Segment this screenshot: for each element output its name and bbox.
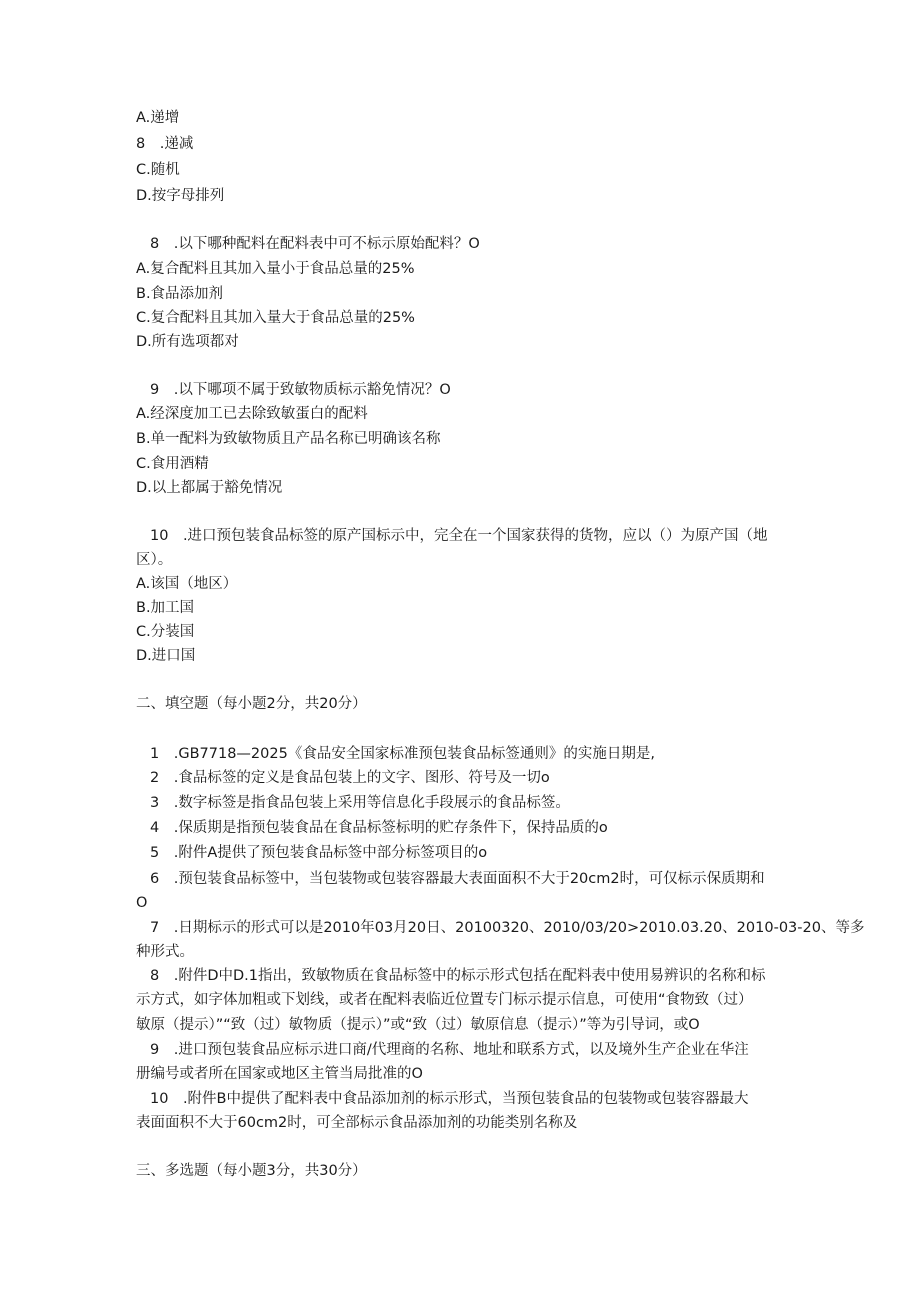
fill-item-8-continued-1: 示方式，如字体加粗或下划线，或者在配料表临近位置专门标示提示信息，可使用“食物致（过） [136,992,753,1008]
option-b: 8 .递减 [136,136,194,152]
option-c: C.随机 [136,162,180,178]
section-2-heading: 二、填空题（每小题2分，共20分） [136,696,367,712]
fill-item-8-continued-2: 敏原（提示）”“致（过）敏物质（提示）”或“致（过）敏原信息（提示）”等为引导词，或O [136,1017,700,1033]
question-8-stem: 8 .以下哪种配料在配料表中可不标示原始配料？O [150,236,480,252]
fill-item-10: 10 .附件B中提供了配料表中食品添加剂的标示形式，当预包装食品的包装物或包装容器最大 [150,1091,749,1107]
question-9-option-c: C.食用酒精 [136,456,209,472]
question-10-option-b: B.加工国 [136,600,195,616]
option-d: D.按字母排列 [136,188,225,204]
question-9-option-b: B.单一配料为致敏物质且产品名称已明确该名称 [136,431,441,447]
question-10-stem-continued: 区）。 [136,552,173,568]
question-8-option-b: B.食品添加剂 [136,286,224,302]
fill-item-5: 5 .附件A提供了预包装食品标签中部分标签项目的o [150,845,488,861]
fill-item-6: 6 .预包装食品标签中，当包装物或包装容器最大表面面积不大于20cm2时，可仅标示保质期和 [150,871,765,887]
question-9-option-d: D.以上都属于豁免情况 [136,480,283,496]
section-3-heading: 三、多选题（每小题3分，共30分） [136,1163,367,1179]
fill-item-1: 1 .GB7718—2025《食品安全国家标准预包装食品标签通则》的实施日期是, [150,746,655,762]
fill-item-7-continued: 种形式。 [136,944,194,960]
fill-item-10-continued: 表面面积不大于60cm2时，可全部标示食品添加剂的功能类别名称及 [136,1115,578,1131]
question-10-stem: 10 .进口预包装食品标签的原产国标示中，完全在一个国家获得的货物，应以（）为原产国（地 [150,528,768,544]
fill-item-4: 4 .保质期是指预包装食品在食品标签标明的贮存条件下，保持品质的o [150,820,608,836]
question-10-option-d: D.进口国 [136,648,196,664]
fill-item-9-continued: 册编号或者所在国家或地区主管当局批准的O [136,1066,423,1082]
question-10-option-c: C.分装国 [136,624,195,640]
fill-item-9: 9 .进口预包装食品应标示进口商/代理商的名称、地址和联系方式，以及境外生产企业在华注 [150,1042,749,1058]
question-8-option-c: C.复合配料且其加入量大于食品总量的25% [136,310,415,326]
fill-item-2: 2 .食品标签的定义是食品包装上的文字、图形、符号及一切o [150,770,550,786]
question-9-stem: 9 .以下哪项不属于致敏物质标示豁免情况？O [150,382,451,398]
fill-item-6-continued: O [136,895,148,911]
question-8-option-d: D.所有选项都对 [136,334,239,350]
option-a: A.递增 [136,110,180,126]
fill-item-8: 8 .附件D中D.1指出，致敏物质在食品标签中的标示形式包括在配料表中使用易辨识的名称和标 [150,968,766,984]
fill-item-7: 7 .日期标示的形式可以是2010年03月20日、20100320、2010/03/20>2010.03.20、2010-03-20、等多 [150,920,865,936]
fill-item-3: 3 .数字标签是指食品包装上采用等信息化手段展示的食品标签。 [150,795,570,811]
question-8-option-a: A.复合配料且其加入量小于食品总量的25% [136,261,415,277]
question-10-option-a: A.该国（地区） [136,576,238,592]
question-9-option-a: A.经深度加工已去除致敏蛋白的配料 [136,406,368,422]
